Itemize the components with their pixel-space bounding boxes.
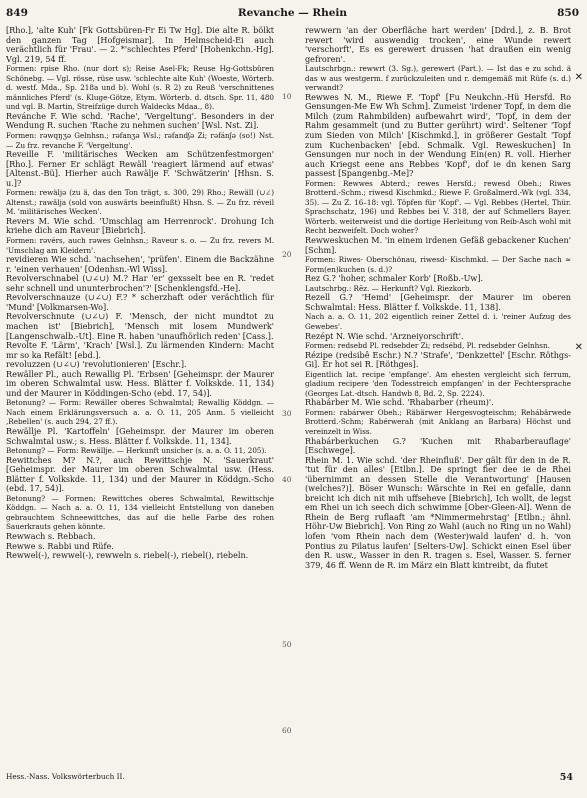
margin-mark: ✕ bbox=[574, 72, 583, 83]
entry-note: Formen: rewäljə (zu ä, das den Ton trägt, s. 300, 29) Rho.; Rewäll (∪∠) Altenst.; rawälja (sold von auswärts beeinflußt) Hhsn. S. — Zu frz. réveil M. 'militärisches Wecken'. bbox=[6, 188, 274, 217]
dictionary-entry: Rezépt N. Wie schd. 'Arzneiyorschrift'. bbox=[305, 330, 464, 341]
dictionary-entry: Rewwach s. Rebbach. bbox=[6, 530, 96, 541]
footer-credit: Hess.-Nass. Volkswörterbuch II. bbox=[6, 772, 125, 781]
dictionary-entry: Revolverschnauze (∪∠∪) F.? * scherzhaft oder verächtlich für 'Mund' [Volkmarsen-Wo]. bbox=[6, 292, 274, 312]
running-title: Revanche — Rhein bbox=[237, 7, 348, 19]
dictionary-entry: Rhein M. 1. Wie schd. 'der Rheinfluß'. Der gält für den in de R. 'tut für den alles' [Etlbn.]. De springt fier dee ie de Rhei 'übernimmt an dessen Stelle die Verantwortung' [Hausen (welches?)]. Böser Wunsch: Wärschte in Rei en gefalle, dann breicht ich dich nit mih uffseheve [Biebrich], Ich wollt, de legst em Rhei un ich seech dich schwimme [Ober-Gleen-Al]. Wenn de Rhein de Berg ruflaaft 'am *Nimmermehrstag' [Etlbn.; ähnl. Höhr-Uw Biebrich]. Von Ring zo Wahl (auch no Ring un no Wahl) lofen 'vom Rhein nach dem (Wester)wald laufen' d. h. 'von Pontius zu Pilatus laufen' [Selters-Uw]. Schickt einen Esel über den R. usw., Wasser in den R. tragen s. Esel, Wasser. S. ferner 379, 46 ff. Wenn de R. im März ein Blatt kintreibt, da flutet bbox=[305, 454, 571, 570]
entry-note: Formen: rabárwer Obeh.; Räbärwer Hergesvogteischm; Rehábärwede Brotterd.-Schm; Rabérwerah (mit Anklang an Barbara) Höchst und vereinzelt in Wiss. bbox=[305, 407, 571, 436]
entry-note: Formen: redsebd Pl. redsebder Zi; redsébd, Pl. redsebder Gelnhsn. bbox=[305, 341, 550, 351]
dictionary-entry: Revolverschnute (∪∠∪) F. 'Mensch, der nicht mundtot zu machen ist' [Biebrich], 'Mensch mit losem Mundwerk' [Langenschwalb.-Ut]. Eine R. haben 'unaufhörlich reden' [Cass.]. bbox=[6, 311, 274, 341]
entry-note: Formen: rpise Rho. (nur dort s); Reise Asel-Fk; Reuse Hg-Gottsbüren Schönebg. — Vgl. rösse, rüse usw. 'schlechte alte Kuh' (Woeste, Wörterb. d. westf. Mda., Sp. 218a und b). Wohl (s. R 2) zu Reuß 'verschnittenes männliches Pferd' (s. Kluge-Götze, Etym. Wörterb. d. dtsch. Spr. 11, 480 und vgl. B. Martin, Streifzüge durch Waldecks Mdaa., 8). bbox=[6, 64, 274, 112]
dictionary-entry: Rewittches M? N.?, auch Rewittschje N. 'Sauerkraut' [Geheimspr. der Maurer im oberen Schwalmtal usw. (Hess. Blätter f. Volkskde. 11, 134) und der Maurer in Köddgn.-Scho (ebd. 17, 54)]. bbox=[6, 454, 274, 494]
dictionary-entry: Revolverschnabel (∪∠∪) M.? Har 'er' gexsselt bee en R. 'redet sehr schnell und ununterbrochen'?' [Schenklengsfd.-He]. bbox=[6, 273, 274, 293]
line-number: 10 bbox=[282, 92, 292, 101]
dictionary-entry: Rez G.? 'hoher, schmaler Korb' [Roßb.-Uw]. bbox=[305, 273, 484, 284]
dictionary-entry: Rewwel(-), rewwel(-), rewweln s. riebel(-), riebel(), riebeln. bbox=[6, 550, 249, 561]
dictionary-entry: Rewwe s. Rabbi und Rüfe. bbox=[6, 540, 114, 551]
dictionary-entry: Rewällje Pl. 'Kartoffeln' [Geheimspr. der Maurer im oberen Schwalmtal usw.; s. Hess. Blätter f. Volkskde. 11, 134]. bbox=[6, 425, 274, 446]
margin-mark: ✕ bbox=[574, 342, 583, 353]
entry-note: Formen: Riwes- Oberschönau, riwesd- Kischmkd. — Der Sache nach ≈ Form(en)kuchen (s. d.)? bbox=[305, 255, 571, 274]
line-number: 60 bbox=[282, 725, 292, 735]
page-header bbox=[6, 7, 579, 21]
dictionary-entry: Revánche F. Wie schd. 'Rache', 'Vergeltung'. Besonders in der Wendung R. suchen 'Rache zu nehmen suchen' [Wsl. Nst. Zi]. bbox=[6, 110, 274, 131]
line-number: 20 bbox=[282, 250, 292, 260]
dictionary-entry: Revers M. Wie schd. 'Umschlag am Herrenrock'. Drohung Ich kriehe dich am Raveur [Biebrich]. bbox=[6, 215, 274, 236]
dictionary-entry: revidieren Wie schd. 'nachsehen', 'prüfen'. Einem die Backzähne r. 'einen verhauen' [Odenhsn.-Wl Wiss]. bbox=[6, 254, 274, 274]
dictionary-entry: Rewäller Pl., auch Rewallig Pl. 'Erbsen' [Geheimspr. der Maurer im oberen Schwalmtal usw. Hess. Blätter f. Volkskde. 11, 134) und der Maurer in Köddingen-Scho (ebd. 17, 54)]. bbox=[6, 368, 274, 398]
right-page-number: 850 bbox=[557, 7, 579, 19]
dictionary-entry: [Rho.], 'alte Kuh' [Fk Gottsbüren-Fr Ei Tw Hg]. Die alte R. bölkt den ganzen Tag [Hofgeismar]. In Helmscheid-Ei auch verächtlich für 'Frau'. — 2. *'schlechtes Pferd' [Hohenkchn.-Hg]. Vgl. 219, 54 ff. bbox=[6, 26, 274, 64]
dictionary-entry: Reveille F. 'militärisches Wecken am Schützenfestmorgen' [Rho.]. Ferner Er schlägt Rewäll 'reagiert lärmend auf etwas' [Altenst.-Bü]. Hierher auch Rawälje F. 'Schwätzerin' [Hhsn. S. u.]? bbox=[6, 149, 274, 188]
dictionary-entry: Rewwes N. M., Riewe F. 'Topf' [Fu Neukchn.-Hü Hersfd. Ro Gensungen-Me Ew Wh Schm]. Zumeist 'irdener Topf, in dem die Milch (zum Rahmbilden) aufbewahrt wird', 'Topf, in dem der Rahm gesammelt (und zu Butter gerührt) wird'. Seltener 'Topf zum Sieden von Milch' [Kischmkd.], in größerer Gestalt 'Topf zum Kuchenbacken' [ebd. Schmalk. Vgl. Reweskuchen] In Gensungen nur noch in der Wendung Ein(en) R. voll. Hierher auch Kriegst eene ans Rebbes 'Kopf', dof ie dn kenen Sarg passest [Spangenbg.-Me]? bbox=[305, 91, 571, 179]
dictionary-entry: rewwern 'an der Oberfläche hart werden' [Ddrd.], z. B. Brot rewert 'wird auswendig trocken', eine Wunde rewert 'verschorft', Es es gerewert drussen 'hat draußen ein wenig gefroren'. bbox=[305, 26, 571, 64]
entry-note: Lautschrbg.: Rēz. — Herkunft? Vgl. Riezkorb. bbox=[305, 283, 472, 293]
line-number: 40 bbox=[282, 474, 292, 484]
line-number: 50 bbox=[282, 639, 292, 649]
entry-note: Betonung? — Form: Rewäller oberes Schwalmtal; Rewallig Köddgn. — Nach einem Erklärungsversuch a. a. O. 11, 205 Anm. 5 vielleicht ‚Rebellen' (s. auch 294, 27 ff.). bbox=[6, 398, 274, 427]
entry-note: Lautschrbgn.: rewwrt (3. Sg.), gerewert (Part.). — Ist das e zu schd. ä das w aus westgerm. f zurückzuleiten und r. demgemäß mit Rüfe (s. d.) verwandt? bbox=[305, 64, 571, 93]
entry-note: Formen: Rewwes Abterd.; rewes Hersfd.; rewesd Obeh.; Riwes Brotterd.-Schm.; riwesd Kischmkd.; Riewe F. Großalmerd.-Wk (vgl. 334, 35). — Zu Z. 16–18: vgl. Töpfen für 'Kopf'. — Vgl. Rebbes (Hertel, Thür. Sprachschatz, 196) und Rebbes bei V. 318, der auf Schmellers Bayer. Wörterb. weiterweist und die dortige Herleitung von Reib-Asch wohl mit Recht bezweifelt. Doch woher? bbox=[305, 178, 571, 236]
dictionary-entry: Rhabárber M. Wie schd. 'Rhabarber (rheum)'. bbox=[305, 397, 494, 408]
entry-note: Formen: rəvérs, auch rəwes Gelnhsn.; Raveur s. o. — Zu frz. revers M. 'Umschlag am Kleidern'. bbox=[6, 236, 274, 255]
line-number: 30 bbox=[282, 408, 292, 418]
dictionary-entry: Rewweskuchen M. 'in einem irdenen Gefäß gebackener Kuchen' [Schm]. bbox=[305, 235, 571, 255]
dictionary-entry: Rézipe (redsibê Eschr.) N.? 'Strafe', 'Denkzettel' [Eschr. Röthgs-Gi]. Er hot sei R. [Röthges]. bbox=[305, 349, 571, 370]
entry-note: Nach a. a. O. 11, 202 eigentlich reiner Zettel d. i. 'reiner Aufzug des Gewebes'. bbox=[305, 312, 571, 331]
right-column bbox=[305, 26, 571, 768]
left-column bbox=[6, 26, 274, 768]
left-page-number: 849 bbox=[6, 7, 28, 19]
dictionary-entry: Revolte F. 'Lärm', 'Krach' [Wsl.]. Zu lärmenden Kindern: Macht mr so ka Refält! [ebd.]. bbox=[6, 340, 274, 360]
dictionary-entry: revoluzzen (∪∠∪) 'revolutionieren' [Eschr.]. bbox=[6, 359, 187, 370]
dictionary-entry: Rhabárberkuchen G.? 'Kuchen mit Rhabarberauflage' [Eschwege]. bbox=[305, 435, 571, 456]
sheet-signature: 54 bbox=[559, 772, 573, 783]
dictionary-entry: Rezell G.? 'Hemd' [Geheimspr. der Maurer im oberen Schwalmtal: Hess. Blätter f. Volkskde. 11, 138]. bbox=[305, 292, 571, 312]
entry-note: Eigentlich lat. recipe 'empfange'. Am ehesten vergleicht sich ferrum, gladium recipere 'den Todesstreich empfangen' in der Fechtersprache (Georges Lat.-dtsch. Handwb 8, Bd. 2, Sp. 2224). bbox=[305, 369, 571, 398]
entry-note: Formen: rəwqŋʒə Gelnhsn.; rəfanʒə Wsl.; rəfandʃə Zi; rəfánʃə (so!) Nst. — Zu frz. revanche F. 'Vergeltung'. bbox=[6, 131, 274, 150]
entry-note: Betonung? — Formen: Rewittches oberes Schwalmtal, Rewittschje Köddgn. — Nach a. a. O. 11, 134 vielleicht Entstellung von daneben gebrauchtem Schneewittches, das auf die helle Farbe des rohen Sauerkrauts gehen könnte. bbox=[6, 493, 274, 532]
line-number-gutter bbox=[278, 26, 302, 768]
entry-note: Betonung? — Form: Rewällje. — Herkunft unsicher (s. a. a. O. 11, 205). bbox=[6, 446, 267, 456]
